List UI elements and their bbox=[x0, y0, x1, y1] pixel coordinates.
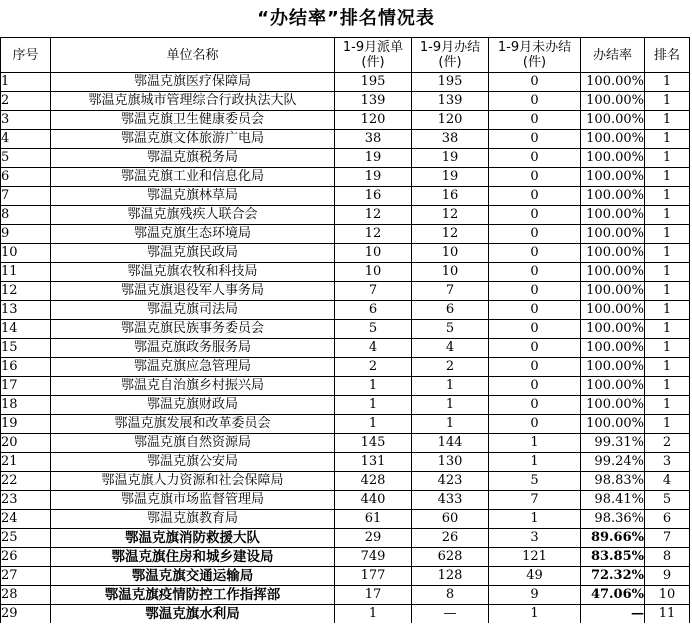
cell-rank: 1 bbox=[645, 149, 690, 168]
cell-rate: 100.00% bbox=[581, 377, 645, 396]
table-row bbox=[1, 168, 690, 187]
cell-rank: 1 bbox=[645, 206, 690, 225]
cell-index: 14 bbox=[1, 320, 51, 339]
cell-pending: 0 bbox=[489, 282, 581, 301]
cell-unit-name: 鄂温克旗疫情防控工作指挥部 bbox=[51, 586, 335, 605]
cell-rate: 100.00% bbox=[581, 130, 645, 149]
table-row bbox=[1, 605, 690, 624]
cell-assigned: 10 bbox=[335, 244, 412, 263]
cell-unit-name: 鄂温克旗水利局 bbox=[51, 605, 335, 624]
cell-unit-name: 鄂温克旗民政局 bbox=[51, 244, 335, 263]
cell-index: 16 bbox=[1, 358, 51, 377]
cell-completed: 120 bbox=[412, 111, 489, 130]
cell-completed: 1 bbox=[412, 415, 489, 434]
cell-completed: 130 bbox=[412, 453, 489, 472]
cell-rank: 1 bbox=[645, 73, 690, 92]
cell-pending: 1 bbox=[489, 510, 581, 529]
cell-completed: 195 bbox=[412, 73, 489, 92]
cell-rate: 100.00% bbox=[581, 111, 645, 130]
cell-assigned: 16 bbox=[335, 187, 412, 206]
cell-completed: 5 bbox=[412, 320, 489, 339]
header-assigned: 1-9月派单(件) bbox=[335, 38, 412, 73]
cell-pending: 1 bbox=[489, 434, 581, 453]
cell-index: 17 bbox=[1, 377, 51, 396]
cell-rank: 7 bbox=[645, 529, 690, 548]
cell-pending: 0 bbox=[489, 73, 581, 92]
cell-rate: 100.00% bbox=[581, 282, 645, 301]
cell-assigned: 120 bbox=[335, 111, 412, 130]
cell-completed: 2 bbox=[412, 358, 489, 377]
cell-rank: 1 bbox=[645, 301, 690, 320]
cell-assigned: 19 bbox=[335, 149, 412, 168]
cell-index: 9 bbox=[1, 225, 51, 244]
table-row bbox=[1, 377, 690, 396]
cell-index: 3 bbox=[1, 111, 51, 130]
cell-unit-name: 鄂温克旗民族事务委员会 bbox=[51, 320, 335, 339]
cell-index: 22 bbox=[1, 472, 51, 491]
cell-completed: 16 bbox=[412, 187, 489, 206]
cell-completed: 4 bbox=[412, 339, 489, 358]
table-row bbox=[1, 206, 690, 225]
cell-rank: 8 bbox=[645, 548, 690, 567]
cell-rate: 100.00% bbox=[581, 244, 645, 263]
cell-index: 12 bbox=[1, 282, 51, 301]
cell-completed: 6 bbox=[412, 301, 489, 320]
cell-index: 20 bbox=[1, 434, 51, 453]
cell-pending: 0 bbox=[489, 320, 581, 339]
cell-assigned: 2 bbox=[335, 358, 412, 377]
table-row bbox=[1, 225, 690, 244]
table-row bbox=[1, 339, 690, 358]
cell-assigned: 1 bbox=[335, 377, 412, 396]
cell-rank: 3 bbox=[645, 453, 690, 472]
cell-rate: 72.32% bbox=[581, 567, 645, 586]
cell-pending: 3 bbox=[489, 529, 581, 548]
cell-rank: 1 bbox=[645, 263, 690, 282]
cell-index: 25 bbox=[1, 529, 51, 548]
cell-rate: 99.24% bbox=[581, 453, 645, 472]
cell-rate: 98.41% bbox=[581, 491, 645, 510]
cell-rate: 47.06% bbox=[581, 586, 645, 605]
cell-rate: 100.00% bbox=[581, 358, 645, 377]
cell-rank: 4 bbox=[645, 472, 690, 491]
cell-unit-name: 鄂温克自治旗乡村振兴局 bbox=[51, 377, 335, 396]
table-row bbox=[1, 320, 690, 339]
cell-index: 29 bbox=[1, 605, 51, 624]
cell-completed: 423 bbox=[412, 472, 489, 491]
cell-assigned: 177 bbox=[335, 567, 412, 586]
table-row bbox=[1, 282, 690, 301]
table-row bbox=[1, 263, 690, 282]
cell-pending: 0 bbox=[489, 168, 581, 187]
cell-index: 2 bbox=[1, 92, 51, 111]
cell-completed: 10 bbox=[412, 244, 489, 263]
cell-pending: 7 bbox=[489, 491, 581, 510]
cell-index: 18 bbox=[1, 396, 51, 415]
cell-unit-name: 鄂温克旗发展和改革委员会 bbox=[51, 415, 335, 434]
cell-rate: 100.00% bbox=[581, 339, 645, 358]
cell-index: 4 bbox=[1, 130, 51, 149]
cell-rate: — bbox=[581, 605, 645, 624]
cell-index: 28 bbox=[1, 586, 51, 605]
cell-completed: 12 bbox=[412, 206, 489, 225]
cell-pending: 0 bbox=[489, 263, 581, 282]
cell-pending: 0 bbox=[489, 187, 581, 206]
cell-index: 8 bbox=[1, 206, 51, 225]
cell-rate: 100.00% bbox=[581, 73, 645, 92]
cell-rate: 98.83% bbox=[581, 472, 645, 491]
cell-index: 23 bbox=[1, 491, 51, 510]
table-row bbox=[1, 567, 690, 586]
cell-index: 19 bbox=[1, 415, 51, 434]
cell-rate: 100.00% bbox=[581, 225, 645, 244]
cell-assigned: 749 bbox=[335, 548, 412, 567]
table-row bbox=[1, 491, 690, 510]
header-completed: 1-9月办结(件) bbox=[412, 38, 489, 73]
cell-rate: 98.36% bbox=[581, 510, 645, 529]
cell-unit-name: 鄂温克旗住房和城乡建设局 bbox=[51, 548, 335, 567]
table-row bbox=[1, 244, 690, 263]
cell-index: 21 bbox=[1, 453, 51, 472]
cell-pending: 0 bbox=[489, 111, 581, 130]
cell-rate: 83.85% bbox=[581, 548, 645, 567]
cell-rate: 100.00% bbox=[581, 263, 645, 282]
cell-unit-name: 鄂温克旗教育局 bbox=[51, 510, 335, 529]
cell-completed: 1 bbox=[412, 377, 489, 396]
cell-completed: 8 bbox=[412, 586, 489, 605]
cell-pending: 0 bbox=[489, 149, 581, 168]
table-row bbox=[1, 301, 690, 320]
cell-pending: 5 bbox=[489, 472, 581, 491]
cell-completed: 144 bbox=[412, 434, 489, 453]
cell-assigned: 1 bbox=[335, 605, 412, 624]
cell-rank: 1 bbox=[645, 168, 690, 187]
table-row bbox=[1, 149, 690, 168]
cell-rate: 99.31% bbox=[581, 434, 645, 453]
cell-rank: 1 bbox=[645, 130, 690, 149]
page-title: “办结率”排名情况表 bbox=[257, 8, 435, 29]
cell-completed: 139 bbox=[412, 92, 489, 111]
cell-unit-name: 鄂温克旗司法局 bbox=[51, 301, 335, 320]
cell-unit-name: 鄂温克旗医疗保障局 bbox=[51, 73, 335, 92]
cell-unit-name: 鄂温克旗消防救援大队 bbox=[51, 529, 335, 548]
table-row bbox=[1, 396, 690, 415]
cell-assigned: 5 bbox=[335, 320, 412, 339]
cell-pending: 0 bbox=[489, 92, 581, 111]
cell-pending: 0 bbox=[489, 339, 581, 358]
cell-assigned: 38 bbox=[335, 130, 412, 149]
cell-completed: 10 bbox=[412, 263, 489, 282]
cell-assigned: 29 bbox=[335, 529, 412, 548]
cell-unit-name: 鄂温克旗生态环境局 bbox=[51, 225, 335, 244]
cell-unit-name: 鄂温克旗市场监督管理局 bbox=[51, 491, 335, 510]
cell-rate: 100.00% bbox=[581, 396, 645, 415]
cell-rank: 1 bbox=[645, 320, 690, 339]
cell-assigned: 6 bbox=[335, 301, 412, 320]
cell-assigned: 12 bbox=[335, 206, 412, 225]
cell-pending: 1 bbox=[489, 605, 581, 624]
cell-rate: 100.00% bbox=[581, 301, 645, 320]
cell-completed: 26 bbox=[412, 529, 489, 548]
cell-rank: 1 bbox=[645, 282, 690, 301]
cell-rank: 10 bbox=[645, 586, 690, 605]
cell-rank: 1 bbox=[645, 377, 690, 396]
cell-unit-name: 鄂温克旗财政局 bbox=[51, 396, 335, 415]
cell-unit-name: 鄂温克旗税务局 bbox=[51, 149, 335, 168]
cell-unit-name: 鄂温克旗人力资源和社会保障局 bbox=[51, 472, 335, 491]
cell-assigned: 17 bbox=[335, 586, 412, 605]
cell-rank: 1 bbox=[645, 358, 690, 377]
cell-unit-name: 鄂温克旗林草局 bbox=[51, 187, 335, 206]
cell-rank: 1 bbox=[645, 187, 690, 206]
cell-assigned: 12 bbox=[335, 225, 412, 244]
table-row bbox=[1, 548, 690, 567]
cell-rank: 1 bbox=[645, 92, 690, 111]
cell-rank: 9 bbox=[645, 567, 690, 586]
table-row bbox=[1, 92, 690, 111]
table-row bbox=[1, 434, 690, 453]
cell-pending: 0 bbox=[489, 244, 581, 263]
cell-assigned: 1 bbox=[335, 396, 412, 415]
cell-rate: 100.00% bbox=[581, 320, 645, 339]
cell-assigned: 19 bbox=[335, 168, 412, 187]
cell-assigned: 139 bbox=[335, 92, 412, 111]
cell-pending: 0 bbox=[489, 301, 581, 320]
cell-completed: 628 bbox=[412, 548, 489, 567]
cell-rank: 1 bbox=[645, 396, 690, 415]
cell-assigned: 1 bbox=[335, 415, 412, 434]
cell-index: 15 bbox=[1, 339, 51, 358]
cell-completed: 1 bbox=[412, 396, 489, 415]
ranking-table bbox=[0, 37, 690, 623]
cell-unit-name: 鄂温克旗工业和信息化局 bbox=[51, 168, 335, 187]
table-row bbox=[1, 111, 690, 130]
table-row bbox=[1, 510, 690, 529]
cell-assigned: 428 bbox=[335, 472, 412, 491]
table-row bbox=[1, 415, 690, 434]
header-rate: 办结率 bbox=[581, 38, 645, 73]
cell-assigned: 7 bbox=[335, 282, 412, 301]
cell-pending: 1 bbox=[489, 453, 581, 472]
cell-index: 6 bbox=[1, 168, 51, 187]
table-header-row bbox=[1, 38, 690, 73]
table-row bbox=[1, 472, 690, 491]
table-body bbox=[1, 73, 690, 624]
cell-rank: 1 bbox=[645, 415, 690, 434]
cell-rate: 100.00% bbox=[581, 168, 645, 187]
cell-completed: — bbox=[412, 605, 489, 624]
cell-completed: 19 bbox=[412, 149, 489, 168]
cell-completed: 12 bbox=[412, 225, 489, 244]
cell-assigned: 61 bbox=[335, 510, 412, 529]
header-index: 序号 bbox=[1, 38, 51, 73]
cell-index: 27 bbox=[1, 567, 51, 586]
cell-index: 1 bbox=[1, 73, 51, 92]
cell-pending: 0 bbox=[489, 415, 581, 434]
cell-rate: 100.00% bbox=[581, 415, 645, 434]
table-row bbox=[1, 130, 690, 149]
cell-unit-name: 鄂温克旗交通运输局 bbox=[51, 567, 335, 586]
cell-completed: 433 bbox=[412, 491, 489, 510]
cell-pending: 121 bbox=[489, 548, 581, 567]
cell-pending: 0 bbox=[489, 358, 581, 377]
cell-index: 5 bbox=[1, 149, 51, 168]
cell-assigned: 195 bbox=[335, 73, 412, 92]
cell-index: 11 bbox=[1, 263, 51, 282]
cell-index: 26 bbox=[1, 548, 51, 567]
cell-completed: 128 bbox=[412, 567, 489, 586]
cell-pending: 0 bbox=[489, 206, 581, 225]
cell-rank: 1 bbox=[645, 111, 690, 130]
cell-pending: 0 bbox=[489, 225, 581, 244]
cell-unit-name: 鄂温克旗应急管理局 bbox=[51, 358, 335, 377]
cell-completed: 7 bbox=[412, 282, 489, 301]
cell-assigned: 4 bbox=[335, 339, 412, 358]
cell-rank: 1 bbox=[645, 225, 690, 244]
cell-assigned: 145 bbox=[335, 434, 412, 453]
cell-pending: 9 bbox=[489, 586, 581, 605]
cell-completed: 19 bbox=[412, 168, 489, 187]
cell-pending: 0 bbox=[489, 396, 581, 415]
table-row bbox=[1, 187, 690, 206]
cell-assigned: 131 bbox=[335, 453, 412, 472]
cell-pending: 0 bbox=[489, 377, 581, 396]
cell-rank: 1 bbox=[645, 339, 690, 358]
cell-index: 7 bbox=[1, 187, 51, 206]
cell-unit-name: 鄂温克旗自然资源局 bbox=[51, 434, 335, 453]
cell-rate: 100.00% bbox=[581, 149, 645, 168]
cell-unit-name: 鄂温克旗退役军人事务局 bbox=[51, 282, 335, 301]
cell-index: 13 bbox=[1, 301, 51, 320]
cell-index: 24 bbox=[1, 510, 51, 529]
cell-unit-name: 鄂温克旗残疾人联合会 bbox=[51, 206, 335, 225]
cell-unit-name: 鄂温克旗卫生健康委员会 bbox=[51, 111, 335, 130]
table-row bbox=[1, 586, 690, 605]
cell-rank: 1 bbox=[645, 244, 690, 263]
cell-unit-name: 鄂温克旗公安局 bbox=[51, 453, 335, 472]
cell-pending: 49 bbox=[489, 567, 581, 586]
cell-rate: 100.00% bbox=[581, 187, 645, 206]
header-unit: 单位名称 bbox=[51, 38, 335, 73]
cell-unit-name: 鄂温克旗文体旅游广电局 bbox=[51, 130, 335, 149]
table-row bbox=[1, 453, 690, 472]
cell-rate: 100.00% bbox=[581, 92, 645, 111]
cell-unit-name: 鄂温克旗城市管理综合行政执法大队 bbox=[51, 92, 335, 111]
cell-rate: 89.66% bbox=[581, 529, 645, 548]
cell-assigned: 440 bbox=[335, 491, 412, 510]
cell-rank: 5 bbox=[645, 491, 690, 510]
cell-unit-name: 鄂温克旗政务服务局 bbox=[51, 339, 335, 358]
table-row bbox=[1, 358, 690, 377]
cell-completed: 60 bbox=[412, 510, 489, 529]
cell-rank: 6 bbox=[645, 510, 690, 529]
cell-pending: 0 bbox=[489, 130, 581, 149]
header-pending: 1-9月未办结(件) bbox=[489, 38, 581, 73]
table-row bbox=[1, 529, 690, 548]
header-rank: 排名 bbox=[645, 38, 690, 73]
cell-unit-name: 鄂温克旗农牧和科技局 bbox=[51, 263, 335, 282]
cell-rank: 11 bbox=[645, 605, 690, 624]
cell-assigned: 10 bbox=[335, 263, 412, 282]
cell-completed: 38 bbox=[412, 130, 489, 149]
cell-index: 10 bbox=[1, 244, 51, 263]
cell-rate: 100.00% bbox=[581, 206, 645, 225]
cell-rank: 2 bbox=[645, 434, 690, 453]
table-row bbox=[1, 73, 690, 92]
